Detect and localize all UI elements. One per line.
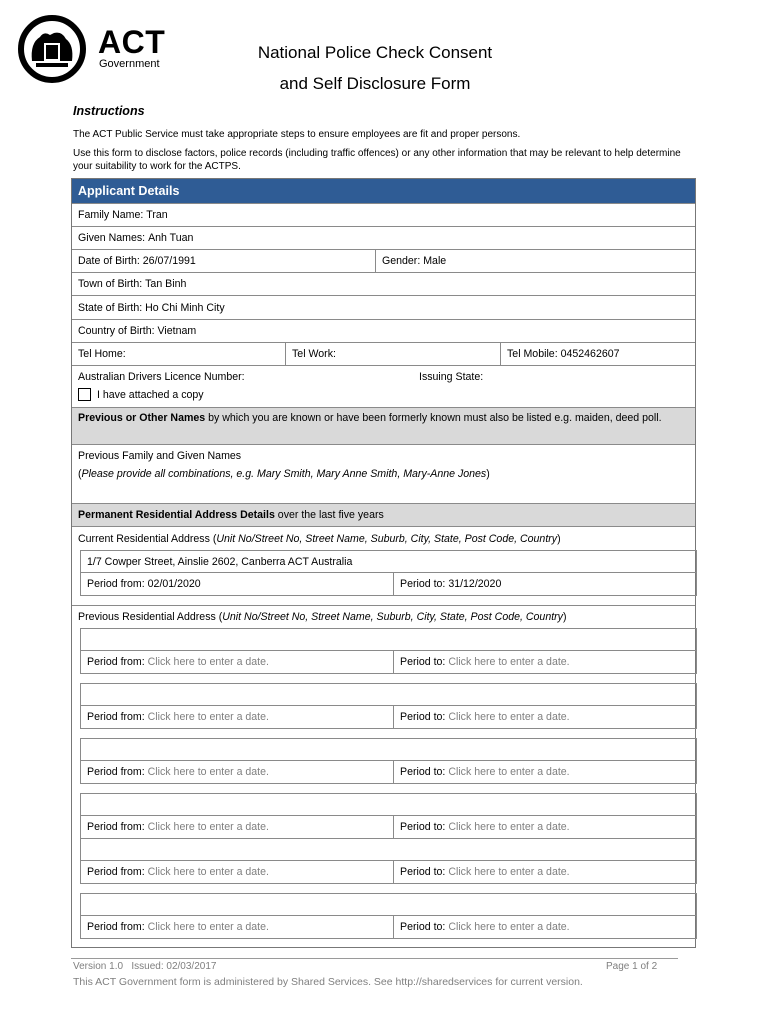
previous-names-desc: by which you are known or have been formerly known must also be listed e.g. maiden, deed poll. — [205, 412, 662, 424]
field-label: Tel Mobile: — [507, 348, 558, 360]
field-label: Family Name: — [78, 209, 144, 221]
period-to-1[interactable]: Period to: Click here to enter a date. — [393, 651, 698, 673]
period-from-3[interactable]: Period from: Click here to enter a date. — [87, 766, 269, 778]
dob-field[interactable] — [72, 250, 375, 272]
field-label: Country of Birth: — [78, 325, 155, 337]
previous-address-5[interactable] — [80, 838, 697, 861]
licence-row — [72, 366, 695, 408]
state-of-birth-row[interactable] — [72, 296, 695, 320]
previous-names-field[interactable] — [72, 445, 695, 504]
previous-period-row-6 — [80, 915, 697, 939]
act-crest-logo — [18, 15, 86, 83]
field-label: Date of Birth: — [78, 255, 140, 267]
tel-mobile-field[interactable] — [500, 343, 695, 365]
page-title-line1: National Police Check Consent — [257, 43, 493, 62]
issued-text: Issued: 02/03/2017 — [131, 961, 217, 972]
field-label: Town of Birth: — [78, 278, 143, 290]
field-label: Gender: — [382, 255, 421, 267]
attached-copy-checkbox[interactable] — [78, 388, 91, 401]
given-names-value[interactable]: Anh Tuan — [148, 232, 194, 244]
previous-period-row-1 — [80, 650, 697, 674]
address-desc: over the last five years — [277, 509, 384, 521]
section-title: Applicant Details — [78, 184, 180, 198]
state-of-birth-value[interactable]: Ho Chi Minh City — [145, 301, 225, 314]
period-to-5[interactable]: Period to: Click here to enter a date. — [393, 861, 698, 883]
current-from-value: 02/01/2020 — [147, 578, 201, 590]
previous-address-label-row: Previous Residential Address ( Unit No/Street No, Street Name, Suburb, City, State, Post Code, Country ) — [78, 610, 567, 623]
current-period-from[interactable]: Period from: 02/01/2020 — [87, 578, 201, 590]
applicant-details-header — [72, 179, 695, 204]
current-address-field[interactable] — [80, 550, 697, 573]
address-title: Permanent Residential Address Details — [78, 509, 275, 521]
current-period-row — [80, 572, 697, 596]
tel-mobile-value[interactable]: 0452462607 — [560, 348, 620, 360]
previous-period-row-3 — [80, 760, 697, 784]
field-label: Tel Work: — [292, 348, 336, 360]
telephone-row — [72, 343, 695, 366]
tel-home-field[interactable] — [72, 343, 285, 365]
attached-copy-label: I have attached a copy — [97, 388, 204, 401]
previous-address-1[interactable] — [80, 628, 697, 651]
page-title-line2: and Self Disclosure Form — [279, 74, 471, 93]
previous-period-row-2 — [80, 705, 697, 729]
previous-names-label: Previous Family and Given Names — [78, 450, 242, 462]
period-to-2[interactable]: Period to: Click here to enter a date. — [393, 706, 698, 728]
footer-version — [73, 961, 216, 972]
consent-form — [71, 178, 696, 948]
period-from-2[interactable]: Period from: Click here to enter a date. — [87, 711, 269, 723]
period-to-3[interactable]: Period to: Click here to enter a date. — [393, 761, 698, 783]
logo-act-text: ACT — [98, 24, 166, 60]
dob-gender-row — [72, 250, 695, 273]
footer-note: This ACT Government form is administered by Shared Services. See http://sharedservices for current version. — [73, 976, 583, 988]
field-label: Given Names: — [78, 232, 146, 244]
previous-address-6[interactable] — [80, 893, 697, 916]
period-from-5[interactable]: Period from: Click here to enter a date. — [87, 866, 269, 878]
previous-address-2[interactable] — [80, 683, 697, 706]
logo-government-text: Government — [99, 58, 160, 70]
page-number: Page 1 of 2 — [606, 961, 658, 972]
gender-value[interactable]: Male — [423, 255, 447, 267]
attached-copy-option[interactable] — [78, 388, 204, 401]
previous-period-row-4 — [80, 815, 697, 839]
gender-field[interactable] — [375, 250, 695, 272]
previous-names-header — [72, 408, 695, 445]
town-of-birth-value[interactable]: Tan Binh — [145, 278, 187, 290]
previous-period-row-5 — [80, 860, 697, 884]
previous-address-4[interactable] — [80, 793, 697, 816]
country-of-birth-row[interactable] — [72, 320, 695, 343]
period-to-6[interactable]: Period to: Click here to enter a date. — [393, 916, 698, 938]
version-text: Version 1.0 — [73, 961, 124, 972]
period-to-4[interactable]: Period to: Click here to enter a date. — [393, 816, 698, 838]
family-name-row[interactable] — [72, 204, 695, 227]
previous-address-3[interactable] — [80, 738, 697, 761]
family-name-value[interactable]: Tran — [146, 209, 168, 221]
dob-value[interactable]: 26/07/1991 — [142, 255, 196, 267]
period-from-4[interactable]: Period from: Click here to enter a date. — [87, 821, 269, 833]
issuing-state-label: Issuing State: — [419, 371, 484, 383]
crest-icon — [24, 21, 80, 77]
period-from-6[interactable]: Period from: Click here to enter a date. — [87, 921, 269, 933]
field-label: Tel Home: — [78, 348, 126, 360]
current-period-to[interactable]: Period to: 31/12/2020 — [393, 573, 698, 595]
given-names-row[interactable] — [72, 227, 695, 250]
current-to-value: 31/12/2020 — [448, 578, 502, 590]
licence-number-label: Australian Drivers Licence Number: — [78, 371, 245, 383]
previous-names-hint: (Please provide all combinations, e.g. Mary Smith, Mary Anne Smith, Mary-Anne Jones) — [78, 468, 490, 480]
instructions-para-1: The ACT Public Service must take appropriate steps to ensure employees are fit and proper persons. — [73, 129, 521, 140]
country-of-birth-value[interactable]: Vietnam — [157, 325, 197, 337]
address-header — [72, 504, 695, 527]
town-of-birth-row[interactable] — [72, 273, 695, 296]
tel-work-field[interactable] — [285, 343, 500, 365]
footer-divider — [71, 958, 678, 959]
current-address-label-row: Current Residential Address ( Unit No/Street No, Street Name, Suburb, City, State, Post Code, Country ) — [78, 532, 561, 545]
instructions-para-2: Use this form to disclose factors, police records (including traffic offences) or any other information that may be relevant to help determine your suitability to work for the ACTPS. — [73, 148, 681, 172]
field-label: State of Birth: — [78, 301, 143, 314]
current-address-value[interactable]: 1/7 Cowper Street, Ainslie 2602, Canberra ACT Australia — [87, 555, 353, 568]
instructions-heading: Instructions — [73, 104, 145, 118]
period-from-1[interactable]: Period from: Click here to enter a date. — [87, 656, 269, 668]
previous-names-title: Previous or Other Names — [78, 412, 206, 424]
